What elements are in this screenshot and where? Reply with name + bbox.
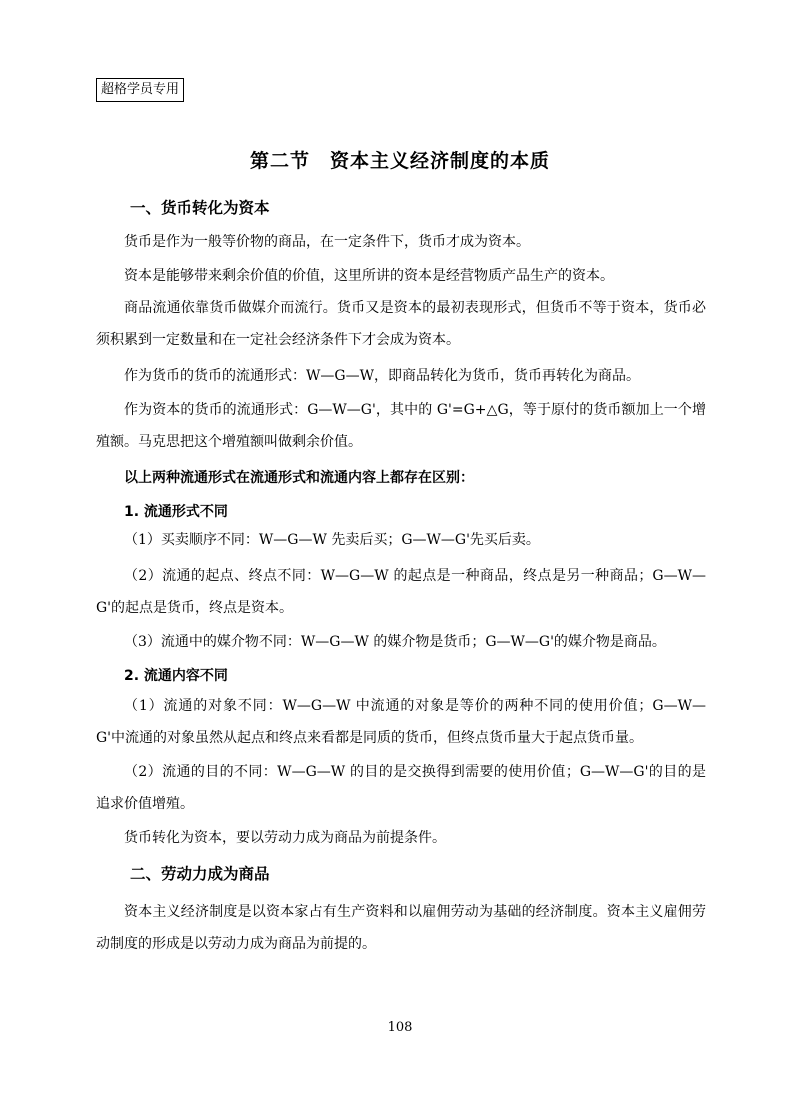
page-number: 108 [387, 1020, 413, 1035]
subheading-content: 2. 流通内容不同 [124, 668, 228, 684]
form-diff-1: （1）买卖顺序不同：W—G—W 先卖后买；G—W—G'先买后卖。 [124, 532, 540, 548]
section-heading-1: 一、货币转化为资本 [130, 198, 270, 217]
difference-heading: 以上两种流通形式在流通形式和流通内容上都存在区别： [124, 470, 474, 486]
form-diff-3: （3）流通中的媒介物不同：W—G—W 的媒介物是货币；G—W—G'的媒介物是商品。 [124, 634, 666, 650]
form-diff-2: （2）流通的起点、终点不同：W—G—W 的起点是一种商品，终点是另一种商品；G—W—G'的起点是货币，终点是资本。 [96, 568, 706, 616]
subheading-form: 1. 流通形式不同 [124, 504, 228, 520]
paragraph-7: 资本主义经济制度是以资本家占有生产资料和以雇佣劳动为基础的经济制度。资本主义雇佣劳动制度的形成是以劳动力成为商品为前提的。 [96, 904, 706, 952]
paragraph-4: 作为货币的货币的流通形式：W—G—W，即商品转化为货币，货币再转化为商品。 [124, 368, 640, 384]
paragraph-5: 作为资本的货币的流通形式：G—W—G'，其中的 G'=G+△G，等于原付的货币额加上一个增殖额。马克思把这个增殖额叫做剩余价值。 [96, 402, 706, 450]
content-diff-1: （1）流通的对象不同：W—G—W 中流通的对象是等价的两种不同的使用价值；G—W—G'中流通的对象虽然从起点和终点来看都是同质的货币，但终点货币量大于起点货币量。 [96, 698, 706, 746]
page-title: 第二节 资本主义经济制度的本质 [249, 150, 550, 172]
paragraph-2: 资本是能够带来剩余价值的价值，这里所讲的资本是经营物质产品生产的资本。 [124, 268, 614, 284]
paragraph-3: 商品流通依靠货币做媒介而流行。货币又是资本的最初表现形式，但货币不等于资本，货币必须积累到一定数量和在一定社会经济条件下才会成为资本。 [96, 300, 706, 348]
paragraph-1: 货币是作为一般等价物的商品，在一定条件下，货币才成为资本。 [124, 234, 530, 250]
paragraph-6: 货币转化为资本，要以劳动力成为商品为前提条件。 [124, 830, 446, 846]
content-diff-2: （2）流通的目的不同：W—G—W 的目的是交换得到需要的使用价值；G—W—G'的目的是追求价值增殖。 [96, 764, 706, 812]
section-heading-2: 二、劳动力成为商品 [130, 864, 270, 883]
student-only-stamp: 超格学员专用 [96, 78, 184, 102]
